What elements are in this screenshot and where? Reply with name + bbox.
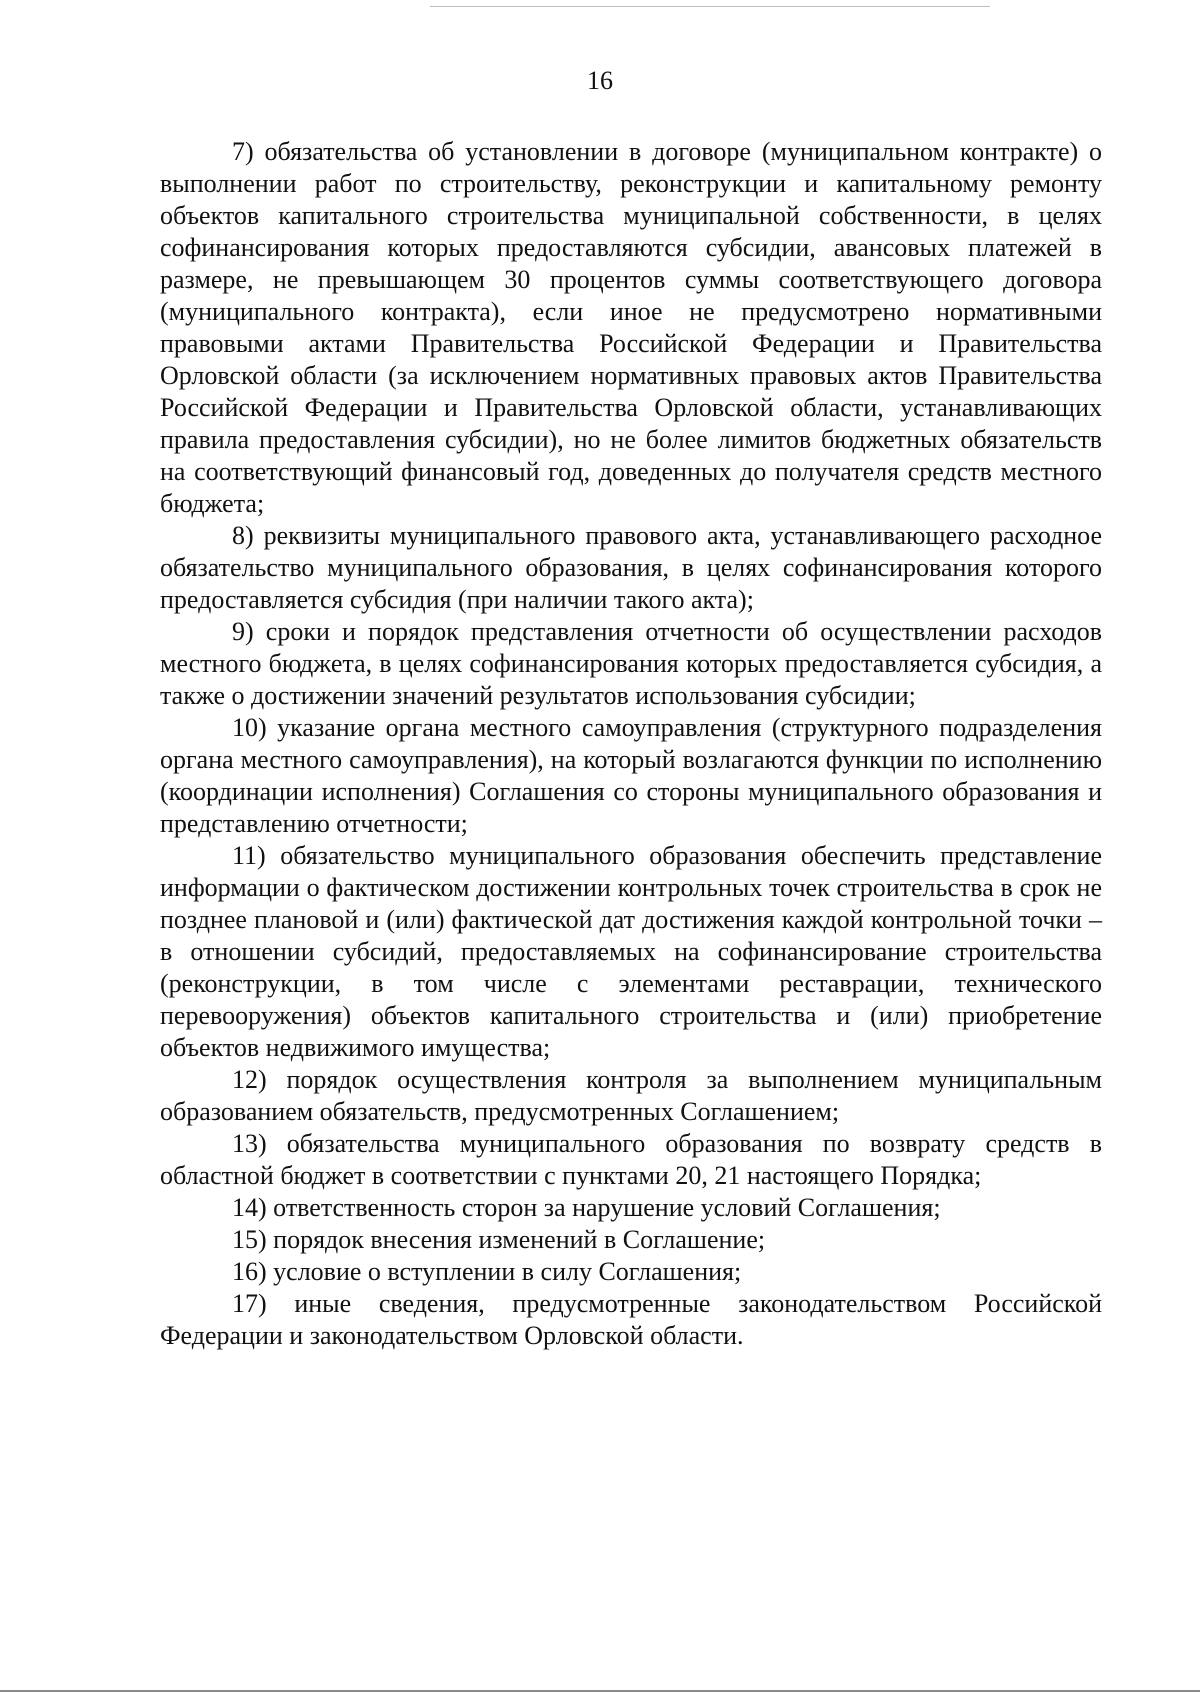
page-number: 16 <box>587 66 613 95</box>
list-item-8: 8) реквизиты муниципального правового акта, устанавливающего расходное обязательство муниципального образования, в целях софинансирования которого предоставляется субсидия (при наличии такого акта); <box>160 521 1102 614</box>
list-item-15: 15) порядок внесения изменений в Соглашение; <box>232 1225 766 1254</box>
document-body <box>160 136 1102 1352</box>
list-item-12: 12) порядок осуществления контроля за выполнением муниципальным образованием обязательств, предусмотренных Соглашением; <box>160 1065 1102 1126</box>
list-item-11: 11) обязательство муниципального образования обеспечить представление информации о фактическом достижении контрольных точек строительства в срок не позднее плановой и (или) фактической дат достижения каждой контрольной точки – в отношении субсидий, предоставляемых на софинансирование строительства (реконструкции, в том числе с элементами реставрации, технического перевооружения) объектов капитального строительства и (или) приобретение объектов недвижимого имущества; <box>160 841 1102 1062</box>
list-item-7: 7) обязательства об установлении в договоре (муниципальном контракте) о выполнении работ по строительству, реконструкции и капитальному ремонту объектов капитального строительства муниципальной собственности, в целях софинансирования которых предоставляются субсидии, авансовых платежей в размере, не превышающем 30 процентов суммы соответствующего договора (муниципального контракта), если иное не предусмотрено нормативными правовыми актами Правительства Российской Федерации и Правительства Орловской области (за исключением нормативных правовых актов Правительства Российской Федерации и Правительства Орловской области, устанавливающих правила предоставления субсидии), но не более лимитов бюджетных обязательств на соответствующий финансовый год, доведенных до получателя средств местного бюджета; <box>160 137 1102 518</box>
scan-edge-bottom <box>0 1690 1200 1692</box>
list-item-17: 17) иные сведения, предусмотренные законодательством Российской Федерации и законодательством Орловской области. <box>160 1289 1102 1350</box>
list-item-9: 9) сроки и порядок представления отчетности об осуществлении расходов местного бюджета, в целях софинансирования которых предоставляется субсидия, а также о достижении значений результатов использования субсидии; <box>160 617 1102 710</box>
list-item-16: 16) условие о вступлении в силу Соглашения; <box>232 1257 742 1286</box>
scan-edge-top <box>430 6 990 7</box>
list-item-14: 14) ответственность сторон за нарушение условий Соглашения; <box>232 1193 941 1222</box>
list-item-13: 13) обязательства муниципального образования по возврату средств в областной бюджет в соответствии с пунктами 20, 21 настоящего Порядка; <box>160 1129 1102 1190</box>
list-item-10: 10) указание органа местного самоуправления (структурного подразделения органа местного самоуправления), на который возлагаются функции по исполнению (координации исполнения) Соглашения со стороны муниципального образования и представлению отчетности; <box>160 713 1102 838</box>
